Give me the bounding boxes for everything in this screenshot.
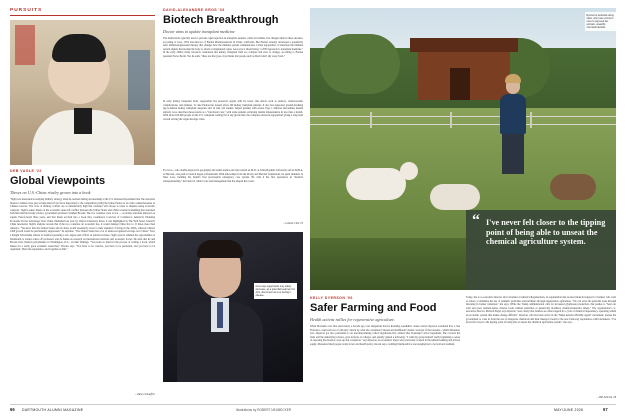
left-signature: —Nancy Schoeffler	[134, 393, 155, 396]
right-dek: Health activist rallies for regenerative agriculture.	[310, 317, 396, 322]
center-portrait-photo	[163, 232, 303, 382]
right-signature: —Will Zebrook '28	[596, 396, 616, 399]
center-byline: DAVID-ALEXANDRE GROS '03	[163, 8, 225, 12]
center-headline: Biotech Breakthrough	[163, 14, 279, 26]
right-photo-caption: Ryerson's pesticide-using sister, who uses common ones to pay feed her animals, unearths chemical hazards.	[585, 12, 616, 31]
footer-left-page: 66	[10, 407, 15, 412]
left-body: "Sight was interested in studying military strategy when he realized during an internship at the U.S. Defense Department that 'the structural threats to human were just as important (if not more important) to the competition [with] the United States as its with countermeasures as Chinese sources.' The cross of military conflict are so unbelievably high that countries will choose to resist to disputes using economic weapons.' Sight's senior thesis on the economic statecraft conflict between the United States and China revealed something that surprised both him and his faculty advisor, government professor Stephen Brooks: The two countries were at war — economy sanctions imposed on equals. Fast-forward three years, and that thesis evolved into a book they coauthored, Coercion of Commerce: America's Enduring Economic Power Advantage Over China. Published last year by Oxford University Press, it was highlighted in The Wall Street Journal's China newsletter. Sight's analysis reveals that if the two countries cut economic ties, it would damage China five to 15 times more than America. "We show that the United States and its allies would essentially revert to their standard of living in the 1950s, whereas China's GDP growth would be permanently suppressed," he explains. "The United States has a lot of under-recognized leverage over China." Now a Knight Scholarship scholar at Stanford pursuing a law degree and a Ph.D. in political science, Sight says he relished the opportunities at Dartmouth to bounce ideas off professors and do hands-on research on international relations and economic forces. He adds that he and Brooks have briefed policymakers in Washington, D.C., on their findings. "You learn so much in the process of writing a book, which makes for a really great academic researcher," Brooks says. "You have to be creative, you have to be persistent, and you have to be organized. That's the experience, and it applies to him."	[10, 198, 155, 252]
center-photo-caption: Gros says tegoprubart may safely decrease, as a potential treatment for ALS, also known as Lou Gehrig's disease.	[255, 284, 296, 298]
center-body-3: For Gros—who double-majored in geography and Asian studies and later earned an M.D. at Johns Hopkins University and an M.B.A. at Harvard—the path to biotech began at Dartmouth. With fellowships from the Rocky and Hewlett foundations, he spent summers in Nuer Laos, building the island's first pre-hospital emergency care system. He calls it his first experience in "medical entrepreneurship," the blend of clinical care and management that has shaped his career.	[163, 169, 303, 183]
center-dek: Doctor aims to update transplant medicine	[163, 29, 235, 34]
center-signature: —Colleen Clint '25	[282, 222, 303, 225]
pullquote-box	[466, 210, 616, 290]
right-byline: KELLY DYERSON '06	[310, 296, 353, 300]
footer-right-pub: MAY/JUNE 2026	[554, 407, 584, 412]
right-body-2: Today, she is co-executive director and cofounder of America Regeneration, an organization that secures financial support for farmers who want to reduce or eliminate the use of synthetic pesticides and fertilizers through regenerative agriculture. "We can solve the pesticide issue through investing in farmer transition," she says. While the Trump administration calls for increased glyphosate production, that pushes to "heal our soils and grow nutrient-dense, diverse foods without pesticides or genetically modified, chemical-intensive inputs." The organization's co-executive director, Richard Engel, says Ryerson "sees clearly that farmers are often trapped in a cycle of chemical dependency, operating within an economic system that makes change difficult." Ryerson, who has been active in the "Make America Healthy Again" movement, praises the government to costs in from the use of dangerous chemicals and their lineage forward to the new farm-stay experiences with lawmakers. "I've never felt closer to the tipping point of being able to unseat the chemical agriculture system," she says.	[466, 296, 616, 325]
right-body-1: When Monsanto was first sued nearly a decade ago over allegations that its Roundup weedkiller causes cancer, Ryerson wondered how a San Francisco courtroom out of curiosity. Struck by what she considered "biased and indifferent" media coverage of the lawsuits—which Monsanto lost—Ryerson got into journalism to an uncompromising called Glyphosate.Ovi, named after Roundup's active ingredient. She covered the trials and the underlying science, gave lectures at colleges, and quickly gained a following. "I wish my group helped! really beginning to sense of exposing the massive cover-up and corruption," says Ryerson, an economics major who previously worked in investment banking and private equity. Monsanto hired people today in law and health policy abroad says, crediting Dartmouth for encouraging her to be bold and resilient.	[310, 325, 460, 346]
center-body-2: In early kidney transplant trials, tegoprubart has protected organs with far fewer side effects such as tremors, cardiovascular complications, and diabetes. To date Eledon has treated about 100 kidney transplant patients. It also has supported ground-breaking pig-to-human kidney transplant surgeries and, in islet cell studies, helped patients with severe Type 1 diabetes discontinue insulin entirely. Gros describes these results as a "functional cure," with some patients achieving insulin independence in less than a month. With about 100,000 people on the U.S. transplant waiting list at any given time, the company envisions tegoprubart giving a long-term overall solving the organ shortage crisis.	[163, 100, 303, 121]
header-rule	[10, 15, 155, 16]
footer-left-pub: DARTMOUTH ALUMNI MAGAZINE	[22, 407, 84, 412]
section-header: PURSUITS	[10, 8, 43, 13]
footer-rule	[10, 404, 616, 405]
right-headline: Safer Farming and Food	[310, 302, 437, 314]
pullquote-text: I've never felt closer to the tipping point of being able to unseat the chemical agriculture system.	[486, 218, 606, 247]
left-byline: DEB VAGLE '22	[10, 169, 42, 173]
center-body-1: The medications typically used to prevent organ rejection in transplant patients, called tacrolimus, has changed little in three decades, according to Gros, CEO and director of Eledon Pharmaceuticals in Irvine, California. But Eledon recently developed a potentially safer immunosuppressant therapy that changes how the immune system communicates. Called tegoprubart, it interrupts the immune system signals that prompt the body to attack a transplanted organ. Gros says it should bring "a 2030 approach to transplant medicine." In the early 2000s, many investors considered this kidney transplant field too complex and slow to change, according to Eledon president Steve Perrin. Yet, he adds, "there are the types of problems that people such as David don't shy away from."	[163, 37, 303, 58]
left-headline: Global Viewpoints	[10, 175, 106, 187]
quote-mark-icon: “	[472, 212, 480, 229]
left-portrait-photo	[10, 20, 155, 165]
footer-credit: Illustrations by ROBERT NEUBECKER	[236, 407, 292, 412]
footer-right-page: 67	[603, 407, 608, 412]
left-dek: Theses on U.S.-China rivalry grown into a book	[10, 190, 91, 195]
